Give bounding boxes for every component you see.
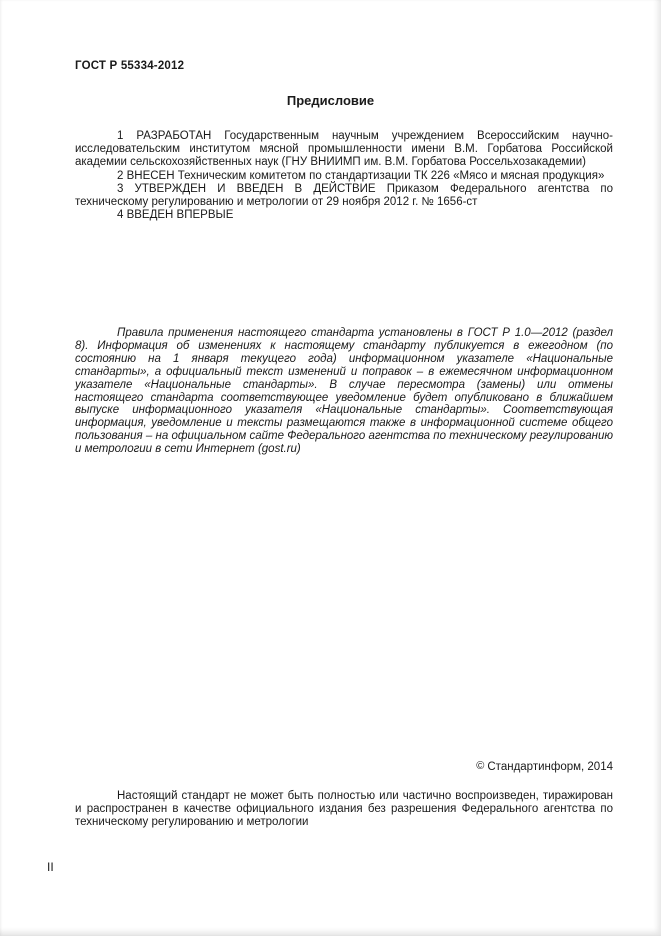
copyright-notice [476, 760, 613, 773]
foreword-item-approved: 3 УТВЕРЖДЕН И ВВЕДЕН В ДЕЙСТВИЕ Приказом Федерального агентства по техническому регулированию и метрологии от 29 ноября 2012 г. № 1656-ст [75, 182, 613, 209]
page-number: II [47, 860, 54, 874]
foreword-item-submitted: 2 ВНЕСЕН Техническим комитетом по стандартизации ТК 226 «Мясо и мясная продукция» [117, 169, 605, 182]
reproduction-restriction-note: Настоящий стандарт не может быть полностью или частично воспроизведен, тиражирован и распространен в качестве официального издания без разрешения Федерального агентства по техническому регулированию и метрологии [75, 790, 613, 829]
copyright-text: Стандартинформ, 2014 [487, 761, 613, 773]
foreword-item-developed: 1 РАЗРАБОТАН Государственным научным учреждением Всероссийским научно-исследовательским институтом мясной промышленности имени В.М. Горбатова Российской академии сельскохозяйственных наук (ГНУ ВНИИМП им. В.М. Горбатова Россельхозакадемии) [75, 130, 613, 169]
page-title: Предисловие [286, 93, 375, 108]
application-rules-note: Правила применения настоящего стандарта установлены в ГОСТ Р 1.0—2012 (раздел 8). Информация об изменениях к настоящему стандарту публикуется в ежегодном (по состоянию на 1 января текущего года) информационном указателе «Национальные стандарты», а официальный текст изменений и поправок – в ежемесячном информационном указателе «Национальные стандарты». В случае пересмотра (замены) или отмены настоящего стандарта соответствующее уведомление будет опубликовано в ближайшем выпуске информационного указателя «Национальные стандарты». Соответствующая информация, уведомление и тексты размещаются также в информационной системе общего пользования – на официальном сайте Федерального агентства по техническому регулированию и метрологии в сети Интернет (gost.ru) [75, 327, 613, 456]
copyright-symbol: © [476, 760, 485, 772]
document-number-header: ГОСТ Р 55334-2012 [75, 60, 185, 72]
foreword-section [75, 130, 613, 222]
foreword-item-first-introduced: 4 ВВЕДЕН ВПЕРВЫЕ [117, 209, 234, 222]
